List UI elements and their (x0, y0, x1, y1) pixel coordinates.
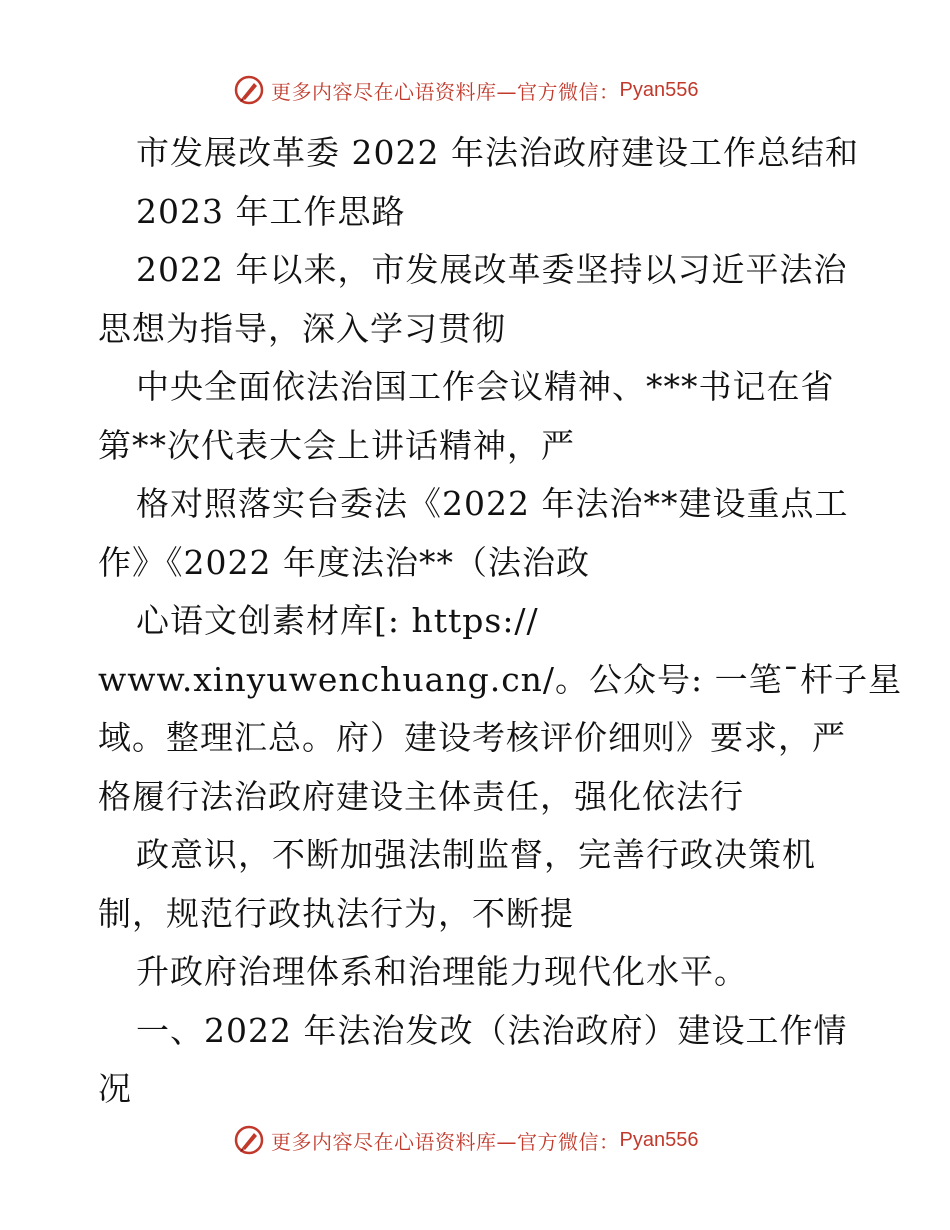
text-line: 况 (98, 1069, 132, 1108)
text-line: 第**次代表大会上讲话精神，严 (98, 425, 575, 465)
text-line: 格履行法治政府建设主体责任，强化依法行 (98, 776, 744, 816)
text-line: 作》《2022 年度法治**（法治政 (98, 542, 590, 582)
text-line: 制，规范行政执法行为，不断提 (98, 893, 574, 933)
text-line: 心语文创素材库[: https:// (136, 601, 539, 640)
text-line: 升政府治理体系和治理能力现代化水平。 (136, 952, 748, 991)
pen-logo-icon (233, 74, 265, 106)
text-line: 中央全面依法治国工作会议精神、***书记在省 (136, 367, 835, 406)
footer-watermark (233, 1122, 698, 1158)
text-line: 思想为指导，深入学习贯彻 (98, 308, 506, 348)
watermark-wechat-id: Pyan556 (619, 1128, 699, 1151)
text-line: 市发展改革委 2022 年法治政府建设工作总结和 (136, 133, 859, 172)
watermark-wechat-id: Pyan556 (619, 78, 699, 101)
watermark-text: 更多内容尽在心语资料库—官方微信： (271, 79, 620, 104)
text-line: 格对照落实台委法《2022 年法治**建设重点工 (136, 484, 849, 523)
text-line: www.xinyuwenchuang.cn/。公众号: 一笔¯杆子星 (98, 659, 903, 699)
pen-logo-icon (233, 1124, 265, 1156)
text-line: 一、2022 年法治发改（法治政府）建设工作情 (136, 1010, 848, 1050)
text-line: 2023 年工作思路 (136, 191, 406, 231)
text-line: 2022 年以来，市发展改革委坚持以习近平法治 (136, 250, 848, 289)
text-line: 域。整理汇总。府）建设考核评价细则》要求，严 (98, 718, 846, 757)
text-line: 政意识，不断加强法制监督，完善行政决策机 (136, 835, 816, 874)
watermark-text: 更多内容尽在心语资料库—官方微信： (271, 1129, 620, 1154)
header-watermark (233, 72, 698, 108)
document-body (98, 124, 903, 1119)
